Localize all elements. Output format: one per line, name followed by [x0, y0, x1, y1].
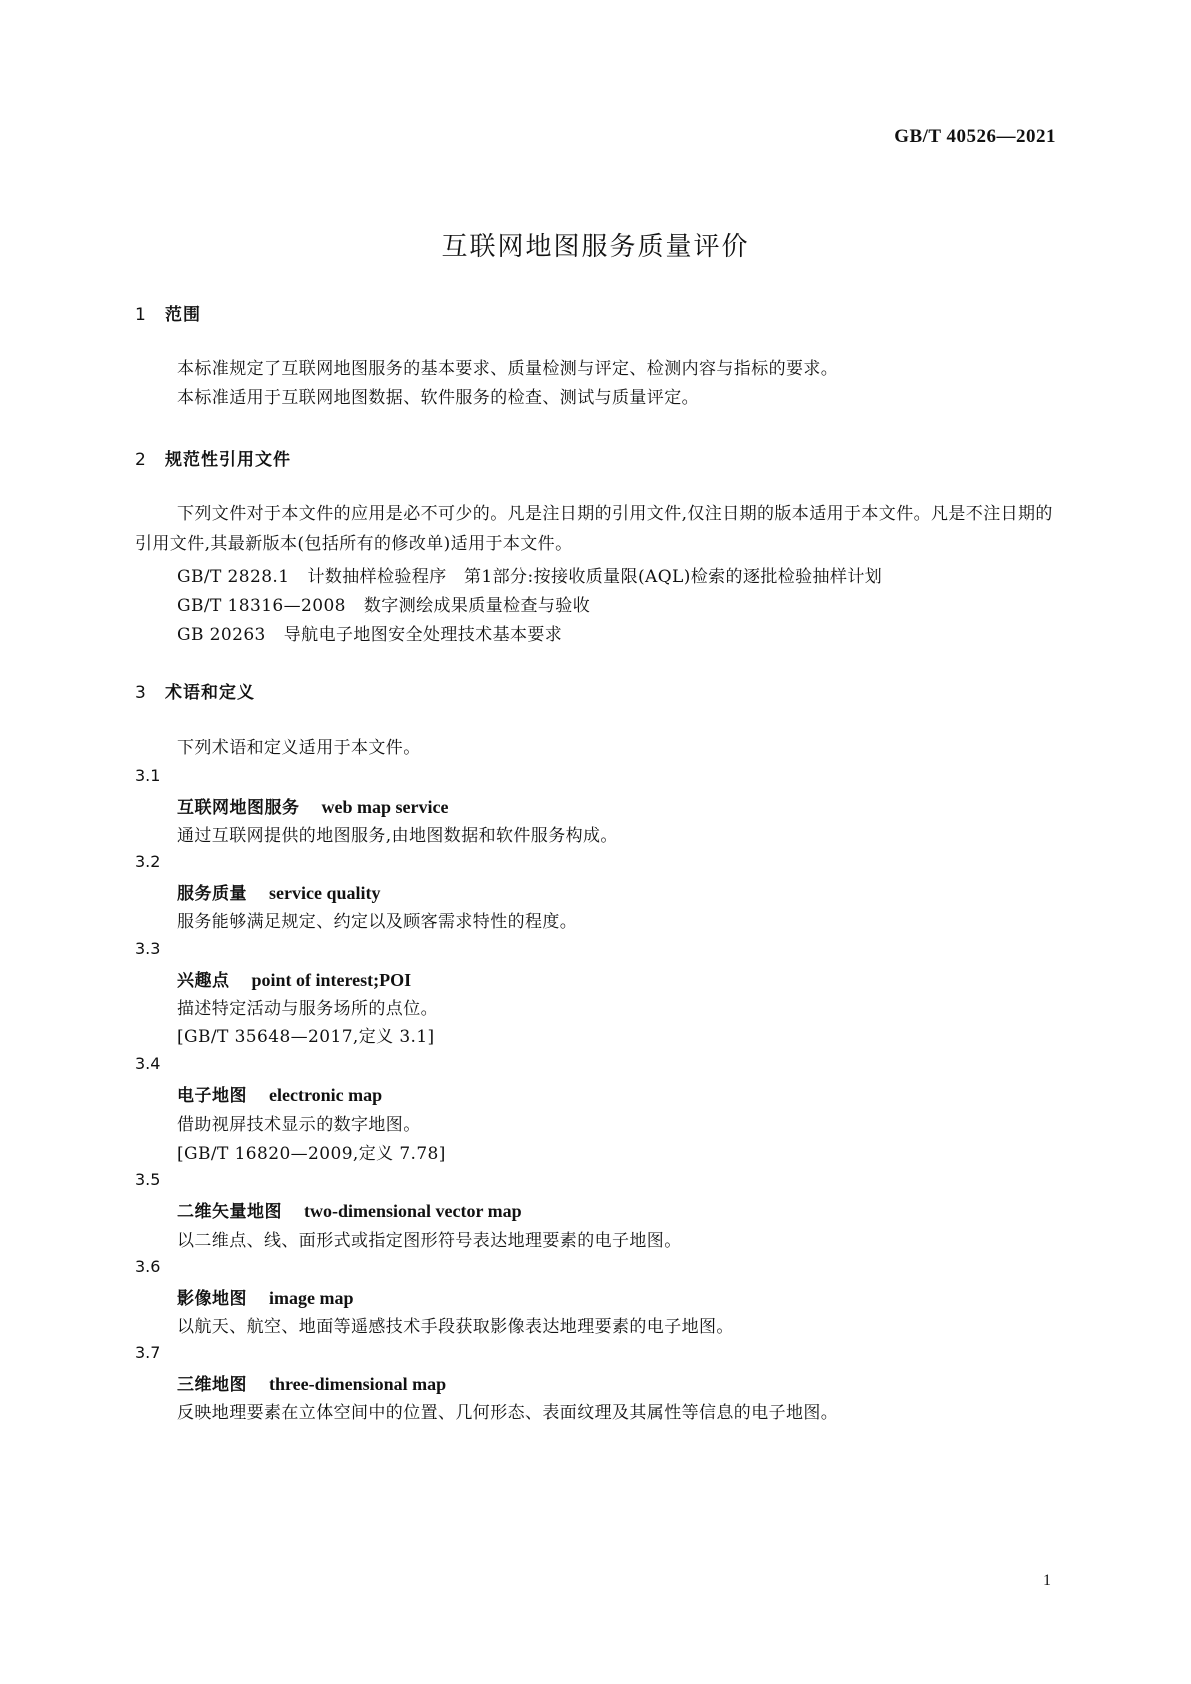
reference-title: 数字测绘成果质量检查与验收 — [363, 596, 591, 616]
term-number: 3.2 — [135, 852, 161, 871]
page-number: 1 — [1043, 1572, 1051, 1589]
term-number: 3.5 — [135, 1170, 161, 1189]
section-title: 范围 — [165, 305, 201, 325]
term-definition: 描述特定活动与服务场所的点位。 — [177, 999, 438, 1019]
term-definition: 反映地理要素在立体空间中的位置、几何形态、表面纹理及其属性等信息的电子地图。 — [177, 1403, 839, 1423]
term-source: [GB/T 35648—2017,定义 3.1] — [177, 1027, 435, 1047]
section-number: 1 — [135, 305, 147, 325]
term-en: service quality — [269, 883, 381, 903]
section-title: 术语和定义 — [165, 683, 255, 703]
term-zh: 兴趣点 — [177, 971, 230, 991]
term-zh: 二维矢量地图 — [177, 1202, 282, 1222]
paragraph: 下列文件对于本文件的应用是必不可少的。凡是注日期的引用文件,仅注日期的版本适用于本文件。凡是不注日期的引用文件,其最新版本(包括所有的修改单)适用于本文件。 — [135, 504, 1053, 554]
term-en: electronic map — [269, 1085, 383, 1105]
term-definition: 以二维点、线、面形式或指定图形符号表达地理要素的电子地图。 — [177, 1231, 682, 1251]
reference-title: 计数抽样检验程序 第1部分:按接收质量限(AQL)检索的逐批检验抽样计划 — [307, 567, 883, 587]
term-zh: 影像地图 — [177, 1289, 247, 1309]
term-en: image map — [269, 1288, 354, 1308]
section-heading-scope — [135, 300, 201, 325]
paragraph: 本标准适用于互联网地图数据、软件服务的检查、测试与质量评定。 — [177, 388, 699, 408]
section-title: 规范性引用文件 — [165, 450, 291, 470]
paragraph: 下列术语和定义适用于本文件。 — [177, 738, 421, 758]
term-number: 3.4 — [135, 1054, 161, 1073]
reference-code: GB 20263 — [177, 625, 266, 645]
term-name — [177, 966, 411, 991]
term-definition: 通过互联网提供的地图服务,由地图数据和软件服务构成。 — [177, 826, 618, 846]
term-en: point of interest;POI — [251, 970, 412, 990]
term-definition: 以航天、航空、地面等遥感技术手段获取影像表达地理要素的电子地图。 — [177, 1317, 734, 1337]
term-name — [177, 793, 448, 818]
term-zh: 电子地图 — [177, 1086, 247, 1106]
term-en: web map service — [321, 797, 449, 817]
document-title: 互联网地图服务质量评价 — [441, 232, 750, 262]
section-heading-normative-references — [135, 445, 291, 470]
section-heading-terms — [135, 678, 255, 703]
term-definition: 借助视屏技术显示的数字地图。 — [177, 1115, 421, 1135]
section-number: 3 — [135, 683, 147, 703]
reference-code: GB/T 2828.1 — [177, 567, 290, 587]
term-zh: 互联网地图服务 — [177, 798, 300, 818]
reference-item — [177, 620, 562, 645]
term-name — [177, 1081, 382, 1106]
term-number: 3.7 — [135, 1343, 161, 1362]
term-number: 3.1 — [135, 766, 161, 785]
reference-code: GB/T 18316—2008 — [177, 596, 346, 616]
term-number: 3.6 — [135, 1257, 161, 1276]
term-name — [177, 1197, 522, 1222]
term-zh: 服务质量 — [177, 884, 247, 904]
term-en: three-dimensional map — [269, 1374, 447, 1394]
term-zh: 三维地图 — [177, 1375, 247, 1395]
term-number: 3.3 — [135, 939, 161, 958]
reference-title: 导航电子地图安全处理技术基本要求 — [283, 625, 563, 645]
section-number: 2 — [135, 450, 147, 470]
term-name — [177, 1284, 354, 1309]
term-source: [GB/T 16820—2009,定义 7.78] — [177, 1144, 446, 1164]
term-en: two-dimensional vector map — [304, 1201, 522, 1221]
term-definition: 服务能够满足规定、约定以及顾客需求特性的程度。 — [177, 912, 578, 932]
reference-item — [177, 591, 590, 616]
term-name — [177, 879, 380, 904]
standard-number: GB/T 40526—2021 — [894, 126, 1056, 147]
reference-item — [177, 562, 882, 587]
paragraph: 本标准规定了互联网地图服务的基本要求、质量检测与评定、检测内容与指标的要求。 — [177, 359, 839, 379]
term-name — [177, 1370, 446, 1395]
